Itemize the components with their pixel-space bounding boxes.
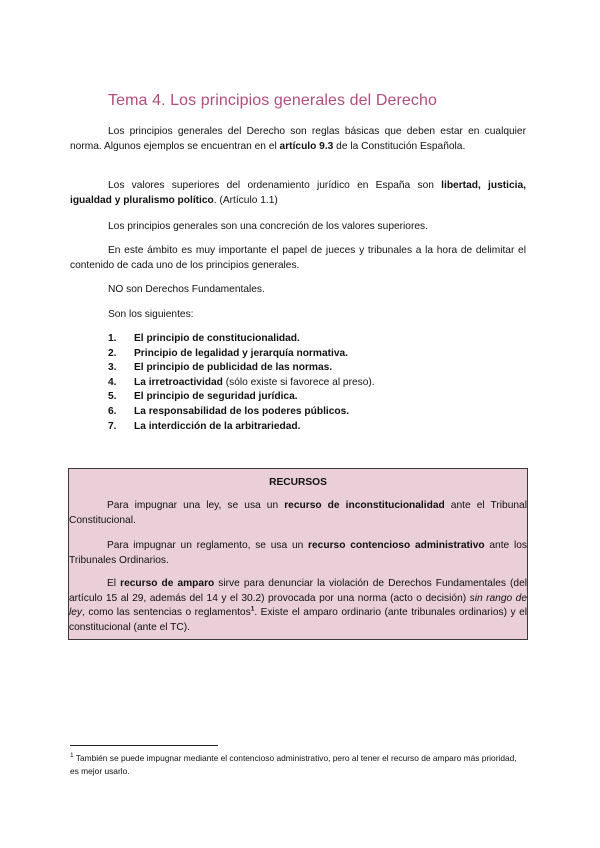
paragraph-intro (70, 125, 526, 154)
bold-run: recurso de inconstitucionalidad (284, 500, 445, 511)
footnote-reference[interactable]: 1 (250, 605, 255, 613)
text-run: El (107, 578, 121, 589)
text-run: de la Constitución Española. (333, 140, 466, 152)
list-item (108, 390, 375, 405)
recursos-paragraph-amparo (69, 577, 527, 635)
italic-run: sin rango de ley (69, 592, 527, 618)
footnote (70, 752, 526, 778)
paragraph-concrecion: Los principios generales son una concreción de los valores superiores. (108, 221, 428, 232)
text-run: Para impugnar un reglamento, se usa un (107, 540, 309, 551)
list-item-bold: El principio de constitucionalidad. (134, 333, 300, 344)
footnote-mark: 1 (70, 752, 74, 760)
list-number: 3. (108, 362, 117, 374)
list-item-bold: El principio de publicidad de las normas. (134, 362, 333, 374)
page-title: Tema 4. Los principios generales del Derecho (108, 92, 438, 109)
paragraph-valores (70, 179, 526, 208)
text-run: Para impugnar una ley, se usa un (107, 500, 285, 511)
paragraph-jueces: En este ámbito es muy importante el papel de jueces y tribunales a la hora de delimitar el contenido de cada uno de los principios generales. (70, 245, 526, 271)
list-item (108, 347, 375, 362)
list-item (108, 361, 375, 376)
list-item-bold: El principio de seguridad jurídica. (134, 391, 298, 403)
text-run: Los principios generales del Derecho son reglas básicas que deben estar en cualquier norma. Algunos ejemplos se encuentran en el (70, 126, 526, 152)
footnote-separator (70, 745, 218, 746)
list-item (108, 405, 375, 420)
paragraph-no-derechos: NO son Derechos Fundamentales. (108, 284, 265, 295)
list-number: 1. (108, 333, 117, 344)
list-number: 5. (108, 391, 117, 403)
footnote-text: También se puede impugnar mediante el contencioso administrativo, pero al tener el recurso de amparo más prioridad, es mejor usarlo. (70, 753, 517, 776)
list-number: 2. (108, 347, 117, 359)
list-item-bold: La responsabilidad de los poderes públicos. (134, 405, 350, 417)
list-item-bold: Principio de legalidad y jerarquía normativa. (134, 347, 349, 359)
text-run: . Existe el amparo ordinario (ante tribunales ordinarios) y el constitucional (ante el TC). (69, 607, 527, 633)
list-number: 6. (108, 405, 117, 417)
list-item-bold: La irretroactividad (134, 376, 223, 388)
list-item (108, 376, 375, 391)
text-run: sirve para denunciar la violación de Derechos Fundamentales (del artículo 15 al 29, además del 14 y el 30.2) provocada por una norma (acto o decisión) (69, 578, 527, 604)
bold-run: recurso contencioso administrativo (308, 540, 485, 551)
principles-list (108, 332, 375, 434)
text-run: ante los Tribunales Ordinarios. (69, 540, 528, 566)
list-item (108, 332, 375, 347)
text-run: Los valores superiores del ordenamiento jurídico en España son (108, 180, 442, 191)
list-number: 4. (108, 376, 117, 388)
bold-run: libertad, justicia, igualdad y pluralismo político (70, 180, 526, 206)
list-item (108, 420, 375, 435)
list-item-rest: (sólo existe si favorece al preso). (222, 376, 375, 388)
text-run: ante el Tribunal Constitucional. (69, 500, 527, 526)
text-run: , como las sentencias o reglamentos (82, 607, 251, 618)
recursos-box (68, 468, 528, 640)
recursos-heading: RECURSOS (269, 477, 327, 488)
list-number: 7. (108, 420, 117, 432)
text-run: . (Artículo 1.1) (213, 194, 278, 206)
paragraph-siguientes: Son los siguientes: (108, 309, 194, 320)
recursos-paragraph-ley (69, 499, 527, 528)
list-item-bold: La interdicción de la arbitrariedad. (134, 420, 301, 432)
recursos-paragraph-reglamento (69, 539, 527, 568)
bold-run: recurso de amparo (120, 578, 215, 589)
bold-run: artículo 9.3 (279, 140, 334, 152)
